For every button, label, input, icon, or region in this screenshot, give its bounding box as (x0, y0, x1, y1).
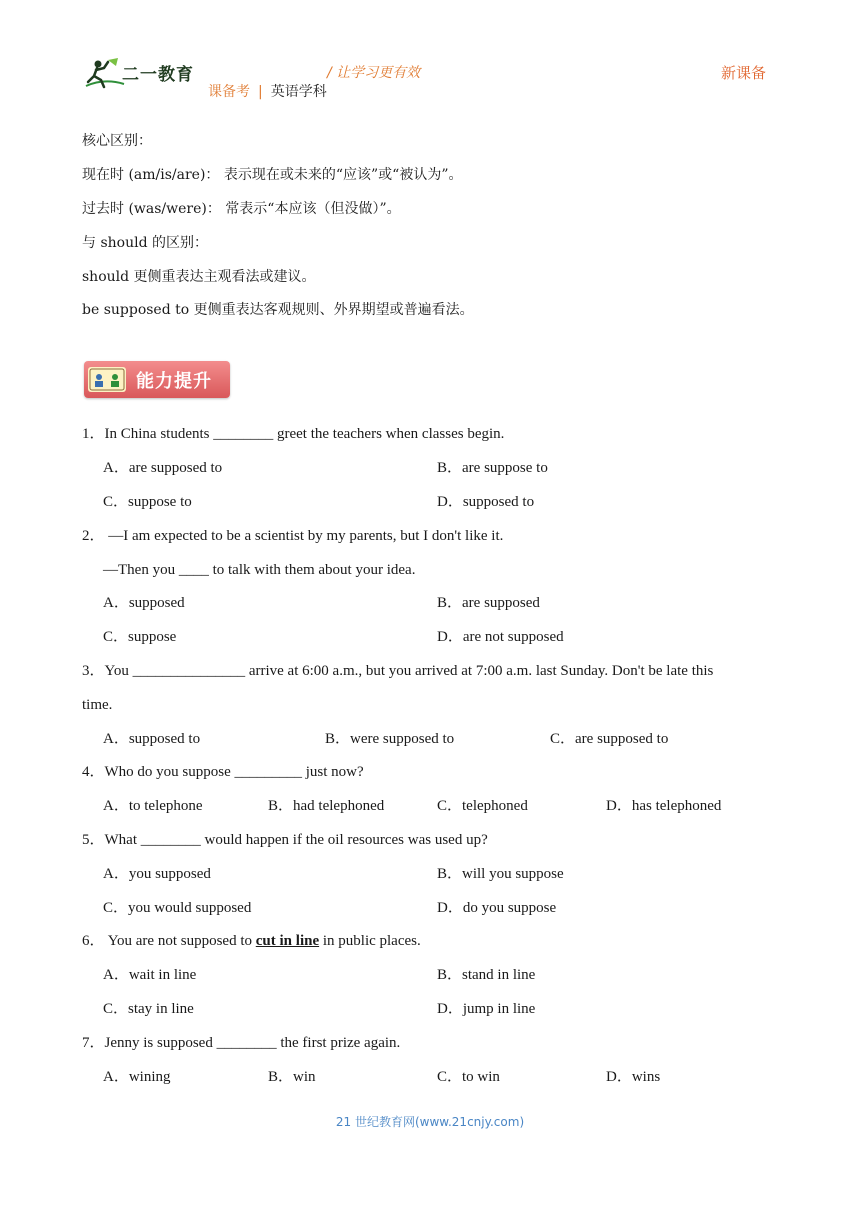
question-2-stem-reply: —Then you ____ to talk with them about your idea. (103, 562, 416, 578)
question-7-option-b[interactable]: B．win (268, 1069, 316, 1085)
question-3-stem: 3．You _______________ arrive at 6:00 a.m., but you arrived at 7:00 a.m. last Sunday. Don't be late this (82, 663, 714, 679)
question-3-stem-continued: time. (82, 697, 113, 713)
question-3-option-c[interactable]: C．are supposed to (550, 731, 669, 747)
subject-label: 英语学科 (270, 84, 327, 100)
question-6-option-a[interactable]: A．wait in line (103, 967, 197, 983)
header-separator: | (258, 84, 263, 100)
question-7-option-d[interactable]: D．wins (606, 1069, 661, 1085)
question-7-option-c[interactable]: C．to win (437, 1069, 500, 1085)
question-4-option-c[interactable]: C．telephoned (437, 798, 528, 814)
page-footer[interactable]: 21 世纪教育网(www.21cnjy.com) (335, 1115, 525, 1129)
question-6-option-c[interactable]: C．stay in line (103, 1001, 194, 1017)
question-5-option-b[interactable]: B．will you suppose (437, 866, 564, 882)
notes-line-should-diff: 与 should 的区别： (82, 235, 208, 251)
section-badge (84, 361, 230, 398)
question-1-option-c[interactable]: C．suppose to (103, 494, 192, 510)
notes-line-past: 过去时 (was/were)： 常表示“本应该（但没做）”。 (82, 201, 401, 217)
logo-text: 二一教育 (122, 65, 194, 85)
question-7-option-a[interactable]: A．wining (103, 1069, 171, 1085)
question-6-option-d[interactable]: D．jump in line (437, 1001, 536, 1017)
header-meta (208, 81, 327, 101)
question-5-option-d[interactable]: D．do you suppose (437, 900, 557, 916)
question-2-option-a[interactable]: A．supposed (103, 595, 185, 611)
question-2-option-d[interactable]: D．are not supposed (437, 629, 564, 645)
question-4-option-d[interactable]: D．has telephoned (606, 798, 722, 814)
page-header (0, 0, 860, 110)
question-1-stem: 1．In China students ________ greet the teachers when classes begin. (82, 426, 505, 442)
question-6-stem-end: in public places. (319, 933, 421, 949)
question-3-option-a[interactable]: A．supposed to (103, 731, 201, 747)
question-2-option-b[interactable]: B．are supposed (437, 595, 540, 611)
people-board-icon (88, 367, 126, 392)
header-slogan: / 让学习更有效 (327, 65, 421, 81)
question-3-option-b[interactable]: B．were supposed to (325, 731, 455, 747)
question-6-stem (82, 931, 421, 951)
notes-title: 核心区别： (82, 133, 152, 149)
section-title: 能力提升 (136, 371, 212, 392)
notes-line-present: 现在时 (am/is/are)： 表示现在或未来的“应该”或“被认为”。 (82, 167, 463, 183)
question-2-stem: 2． —I am expected to be a scientist by my parents, but I don't like it. (82, 528, 504, 544)
notes-line-should: should 更侧重表达主观看法或建议。 (82, 269, 316, 285)
question-4-option-a[interactable]: A．to telephone (103, 798, 203, 814)
question-5-option-a[interactable]: A．you supposed (103, 866, 211, 882)
course-label: 课备考 (208, 84, 250, 100)
question-6-underlined-phrase: cut in line (255, 933, 320, 949)
question-5-option-c[interactable]: C．you would supposed (103, 900, 252, 916)
question-7-stem: 7．Jenny is supposed ________ the first prize again. (82, 1035, 401, 1051)
question-6-option-b[interactable]: B．stand in line (437, 967, 536, 983)
question-4-option-b[interactable]: B．had telephoned (268, 798, 385, 814)
question-1-option-b[interactable]: B．are suppose to (437, 460, 548, 476)
question-4-stem: 4．Who do you suppose _________ just now? (82, 764, 364, 780)
question-6-stem-start: 6． You are not supposed to (82, 933, 256, 949)
question-5-stem: 5．What ________ would happen if the oil resources was used up? (82, 832, 488, 848)
question-2-option-c[interactable]: C．suppose (103, 629, 177, 645)
question-1-option-d[interactable]: D．supposed to (437, 494, 535, 510)
notes-line-be-supposed: be supposed to 更侧重表达客观规则、外界期望或普遍看法。 (82, 302, 474, 318)
question-1-option-a[interactable]: A．are supposed to (103, 460, 223, 476)
new-course-tag: 新课备 (721, 64, 767, 82)
